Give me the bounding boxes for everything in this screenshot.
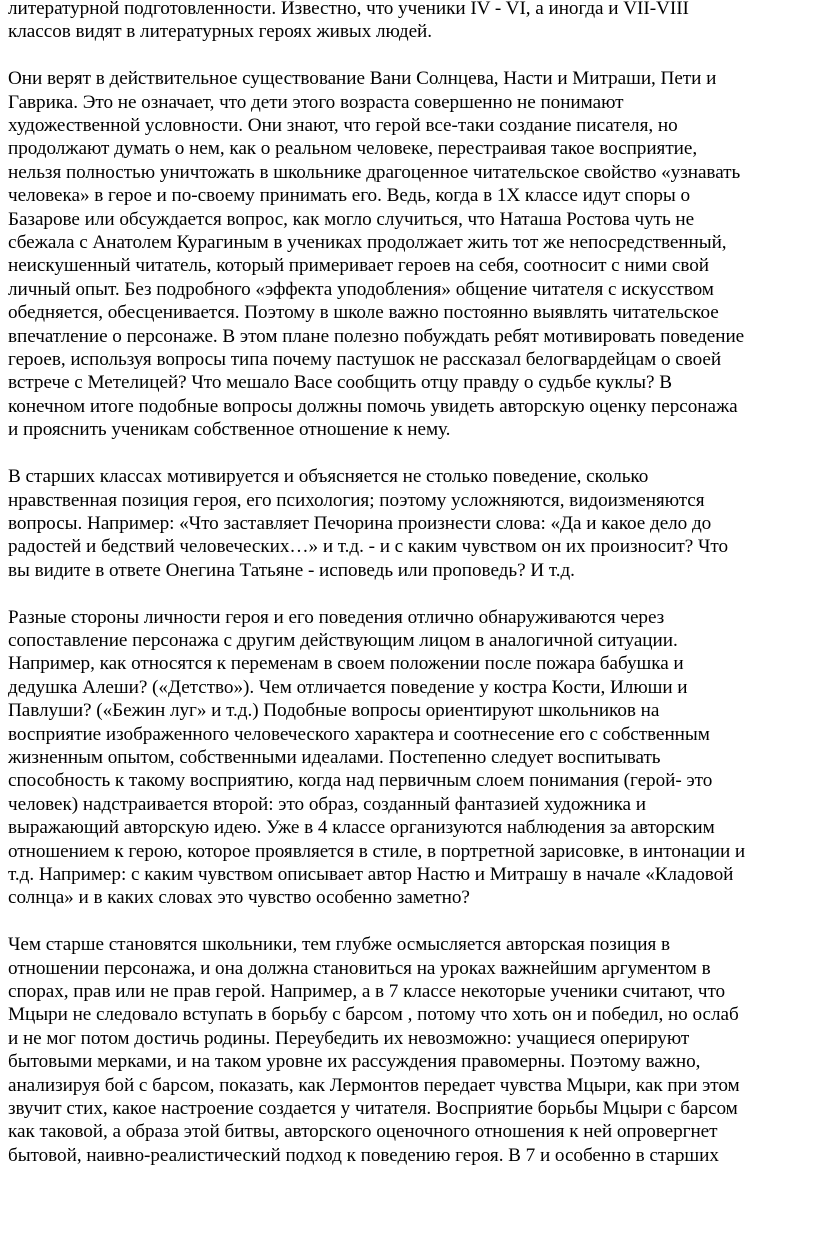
paragraph-2: Они верят в действительное существование Вани Солнцева, Насти и Митраши, Пети и Гаврика. Это не означает, что дети этого возраста совершенно не понимают художественной условности. Они знают, что герой все-таки создание писателя, но продолжают думать о нем, как о реальном человеке, перестраивая такое восприятие, нельзя полностью уничтожать в школьнике драгоценное читательское свойство «узнавать человека» в герое и по-своему принимать его. Ведь, когда в 1Х классе идут споры о Базарове или обсуждается вопрос, как могло случиться, что Наташа Ростова чуть не сбежала с Анатолем Курагиным в учениках продолжает жить тот же непосредственный, неискушенный читатель, который примеривает героев на себя, соотносит с ними свой личный опыт. Без подробного «эффекта уподобления» общение читателя с искусством обедняется, обесценивается. Поэтому в школе важно постоянно выявлять читательское впечатление о персонаже. В этом плане полезно побуждать ребят мотивировать поведение героев, используя вопросы типа почему пастушок не рассказал белогвардейцам о своей встрече с Метелицей? Что мешало Васе сообщить отцу правду о судьбе куклы? В конечном итоге подобные вопросы должны помочь увидеть авторскую оценку персонажа и прояснить ученикам собственное отношение к нему.	[8, 68, 745, 441]
paragraph-4: Разные стороны личности героя и его поведения отлично обнаруживаются через сопоставление персонажа с другим действующим лицом в аналогичной ситуации. Например, как относятся к переменам в своем положении после пожара бабушка и дедушка Алеши? («Детство»). Чем отличается поведение у костра Кости, Илюши и Павлуши? («Бежин луг» и т.д.) Подобные вопросы ориентируют школьников на восприятие изображенного человеческого характера и соотнесение его с собственным жизненным опытом, собственными идеалами. Постепенно следует воспитывать способность к такому восприятию, когда над первичным слоем понимания (герой- это человек) надстраивается второй: это образ, созданный фантазией художника и выражающий авторскую идею. Уже в 4 классе организуются наблюдения за авторским отношением к герою, которое проявляется в стиле, в портретной зарисовке, в интонации и т.д. Например: с каким чувством описывает автор Настю и Митрашу в начале «Кладовой солнца» и в каких словах это чувство особенно заметно?	[8, 606, 746, 909]
paragraph-1: литературной подготовленности. Известно, что ученики IV - VI, а иногда и VII-VIII классов видят в литературных героях живых людей.	[8, 0, 689, 43]
paragraph-5: Чем старше становятся школьники, тем глубже осмысляется авторская позиция в отношении персонажа, и она должна становиться на уроках важнейшим аргументом в спорах, прав или не прав герой. Например, а в 7 классе некоторые ученики считают, что Мцыри не следовало вступать в борьбу с барсом , потому что хоть он и победил, но ослаб и не мог потом достичь родины. Переубедить их невозможно: учащиеся оперируют бытовыми мерками, и на таком уровне их рассуждения правомерны. Поэтому важно, анализируя бой с барсом, показать, как Лермонтов передает чувства Мцыри, как при этом звучит стих, какое настроение создается у читателя. Восприятие борьбы Мцыри с барсом как таковой, а образа этой битвы, авторского оценочного отношения к ней опровергнет бытовой, наивно-реалистический подход к поведению героя. В 7 и особенно в старших	[8, 934, 740, 1166]
paragraph-3: В старших классах мотивируется и объясняется не столько поведение, сколько нравственная позиция героя, его психология; поэтому усложняются, видоизменяются вопросы. Например: «Что заставляет Печорина произнести слова: «Да и какое дело до радостей и бедствий человеческих…» и т.д. - и с каким чувством он их произносит? Что вы видите в ответе Онегина Татьяне - исповедь или проповедь? И т.д.	[8, 466, 728, 581]
